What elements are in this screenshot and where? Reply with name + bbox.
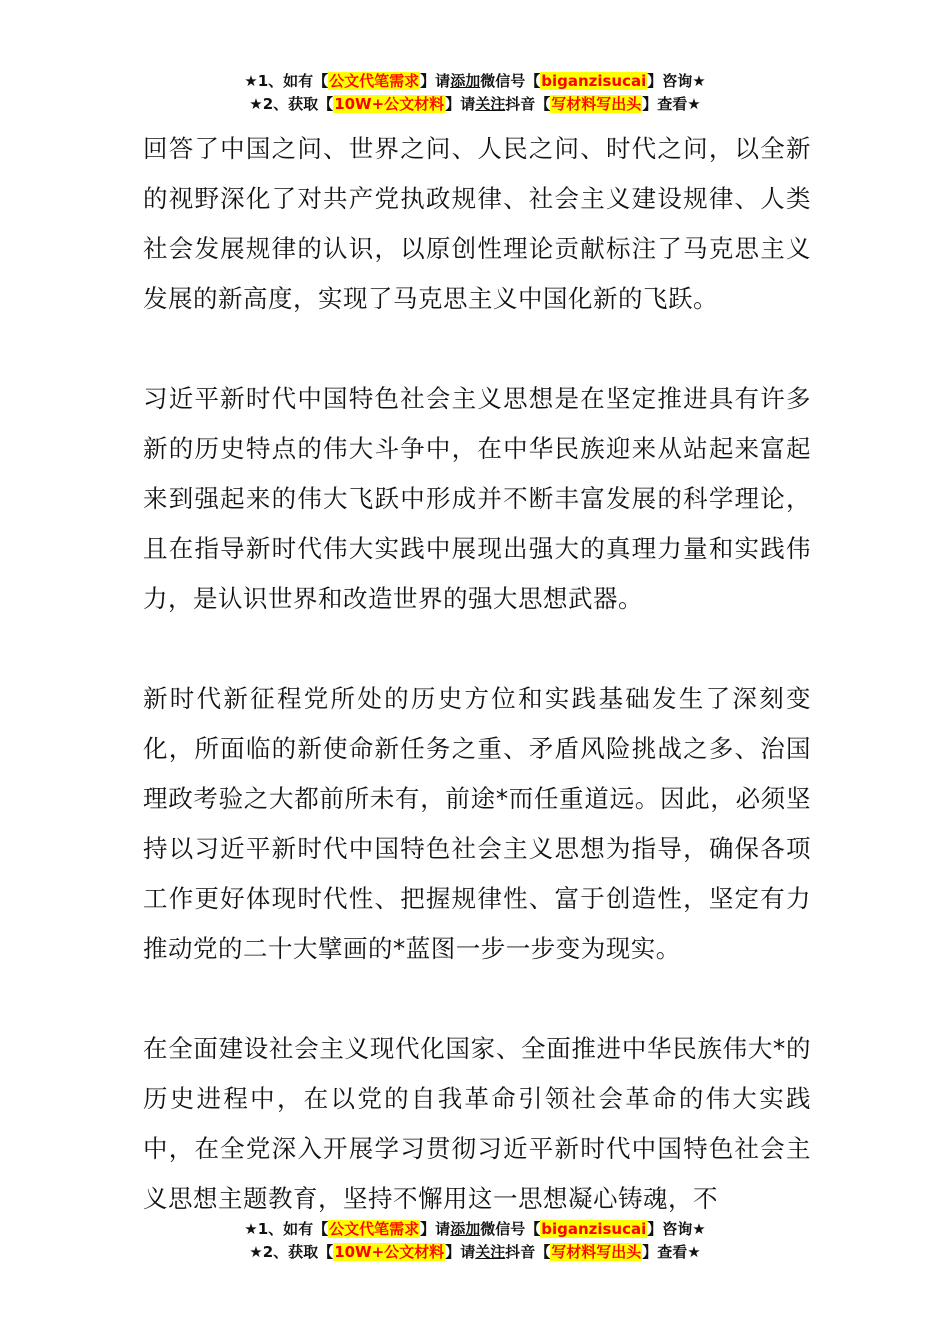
header-line-2-suffix: 】查看★ (642, 95, 701, 113)
footer-line-2-mid: 】请 (445, 1243, 476, 1261)
header-line-2 (0, 93, 950, 116)
footer-banner (0, 1218, 950, 1264)
header-line-2-mid: 】请 (445, 95, 476, 113)
header-line-1-suffix: 】咨询★ (647, 72, 706, 90)
service-highlight: 公文代笔需求 (329, 1220, 420, 1238)
footer-line-2-suffix: 】查看★ (642, 1243, 701, 1261)
paragraph-3: 新时代新征程党所处的历史方位和实践基础发生了深刻变化，所面临的新使命新任务之重、矛盾风险挑战之多、治国理政考验之大都前所未有，前途*而任重道远。因此，必须坚持以习近平新时代中国特色社会主义思想为指导，确保各项工作更好体现时代性、把握规律性、富于创造性，坚定有力推动党的二十大擘画的*蓝图一步一步变为现实。 (143, 684, 811, 963)
follow-underlined: 关注 (475, 1243, 506, 1261)
add-underlined: 添加 (450, 1220, 481, 1238)
footer-line-2-mid2: 抖音【 (505, 1243, 551, 1261)
add-underlined: 添加 (450, 72, 481, 90)
header-line-1 (0, 70, 950, 93)
footer-line-1 (0, 1218, 950, 1241)
materials-highlight: 10W+公文材料 (334, 95, 445, 113)
paragraph-1: 回答了中国之问、世界之问、人民之问、时代之问，以全新的视野深化了对共产党执政规律、社会主义建设规律、人类社会发展规律的认识，以原创性理论贡献标注了马克思主义发展的新高度，实现了马克思主义中国化新的飞跃。 (143, 134, 811, 313)
header-banner (0, 70, 950, 116)
header-line-2-prefix: ★2、获取【 (249, 95, 334, 113)
footer-line-2 (0, 1241, 950, 1264)
header-line-1-mid2: 微信号【 (480, 72, 541, 90)
materials-highlight: 10W+公文材料 (334, 1243, 445, 1261)
footer-line-1-mid2: 微信号【 (480, 1220, 541, 1238)
wechat-id-highlight: biganzisucai (541, 72, 647, 90)
footer-line-1-suffix: 】咨询★ (647, 1220, 706, 1238)
paragraph-2: 习近平新时代中国特色社会主义思想是在坚定推进具有许多新的历史特点的伟大斗争中，在中华民族迎来从站起来富起来到强起来的伟大飞跃中形成并不断丰富发展的科学理论，且在指导新时代伟大实践中展现出强大的真理力量和实践伟力，是认识世界和改造世界的强大思想武器。 (143, 384, 811, 613)
douyin-id-highlight: 写材料写出头 (551, 1243, 642, 1261)
paragraph-4: 在全面建设社会主义现代化国家、全面推进中华民族伟大*的历史进程中，在以党的自我革命引领社会革命的伟大实践中，在全党深入开展学习贯彻习近平新时代中国特色社会主义思想主题教育，坚持不懈用这一思想凝心铸魂，不 (143, 1034, 811, 1213)
footer-line-1-prefix: ★1、如有【 (244, 1220, 329, 1238)
document-body (143, 124, 811, 1224)
service-highlight: 公文代笔需求 (329, 72, 420, 90)
follow-underlined: 关注 (475, 95, 506, 113)
header-line-2-mid2: 抖音【 (505, 95, 551, 113)
douyin-id-highlight: 写材料写出头 (551, 95, 642, 113)
header-line-1-mid: 】请 (420, 72, 451, 90)
header-line-1-prefix: ★1、如有【 (244, 72, 329, 90)
footer-line-2-prefix: ★2、获取【 (249, 1243, 334, 1261)
footer-line-1-mid: 】请 (420, 1220, 451, 1238)
wechat-id-highlight: biganzisucai (541, 1220, 647, 1238)
